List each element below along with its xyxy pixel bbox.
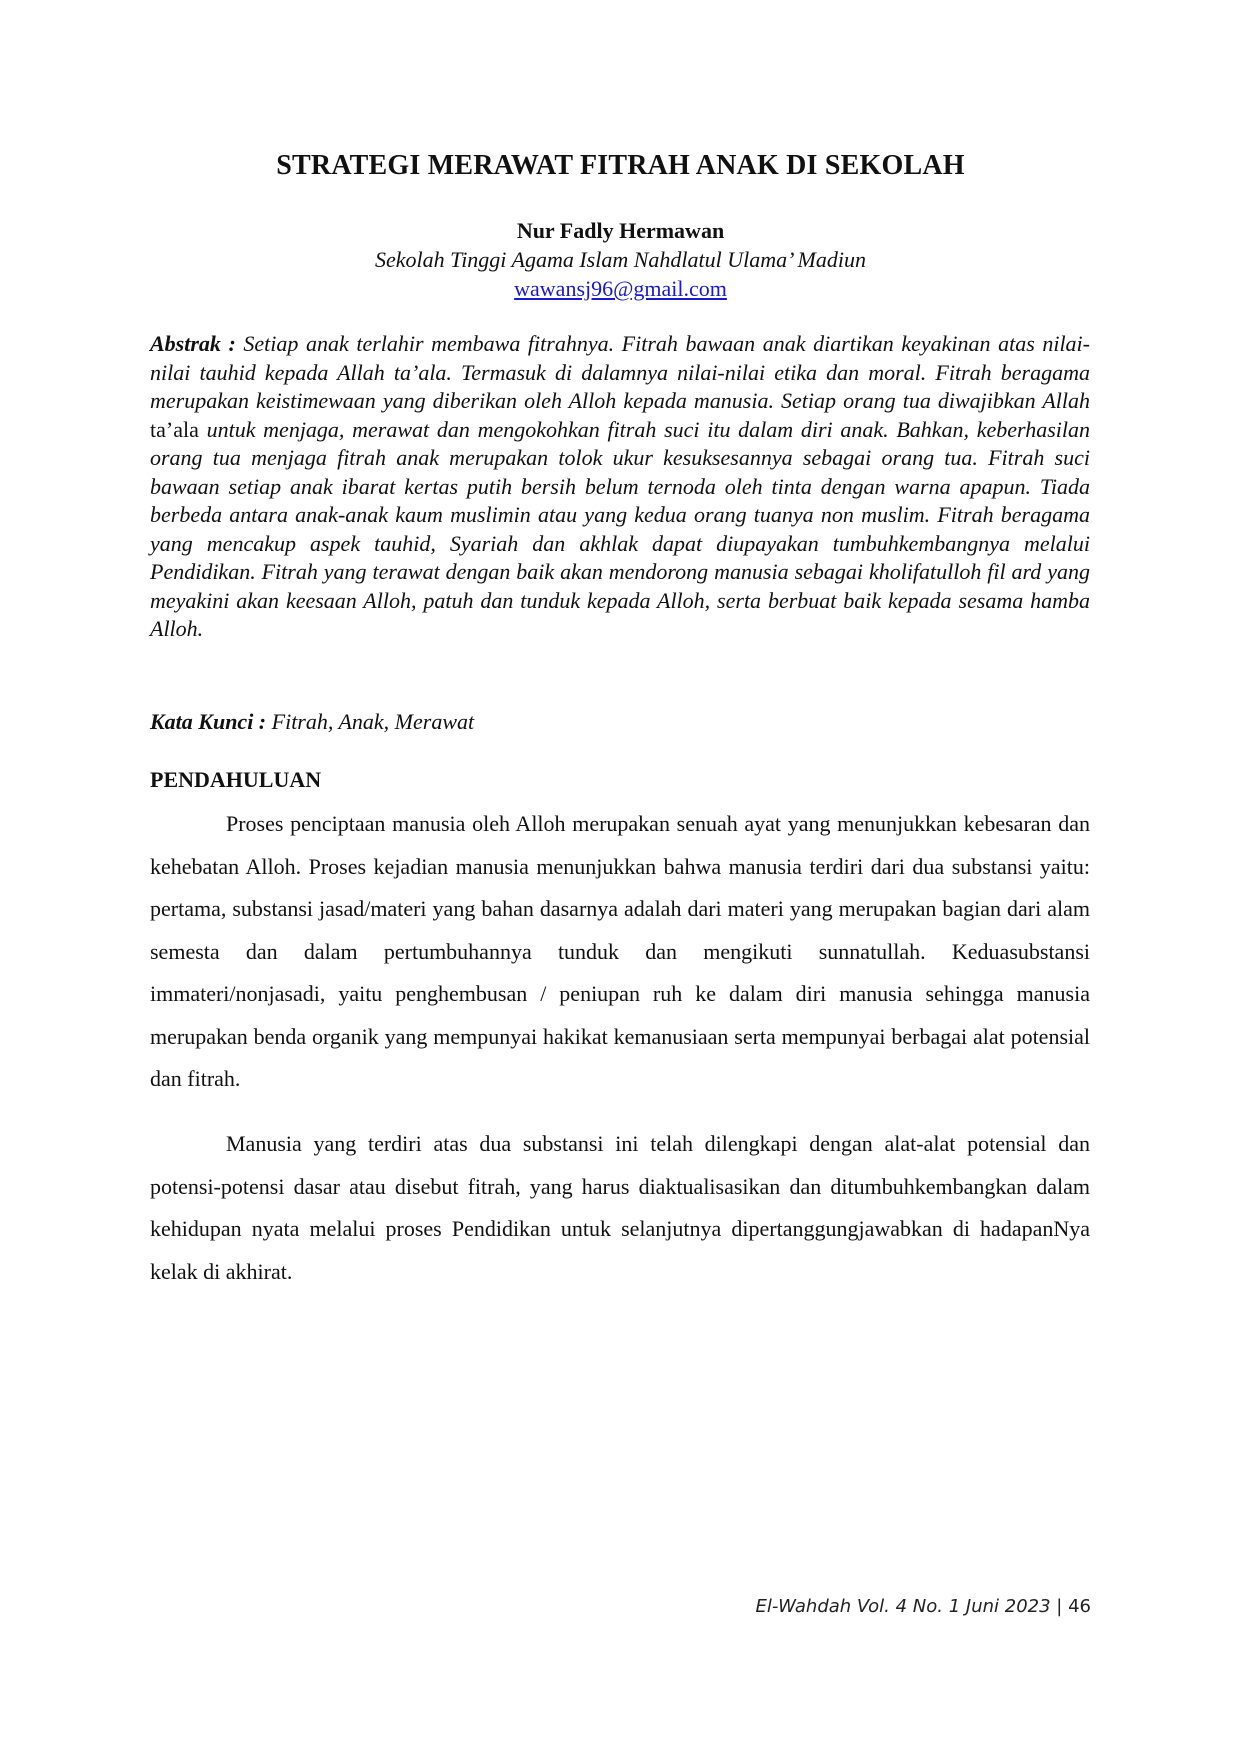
abstract-text-upright: ta’ala [150, 416, 199, 442]
email-link[interactable]: wawansj96@gmail.com [514, 276, 727, 301]
journal-citation: El-Wahdah Vol. 4 No. 1 Juni 2023 [755, 1596, 1051, 1617]
body-paragraph: Manusia yang terdiri atas dua substansi ini telah dilengkapi dengan alat-alat potensial dan potensi-potensi dasar atau disebut fitrah, yang harus diaktualisasikan dan ditumbuhkembangkan dalam kehidupan nyata melalui proses Pendidikan untuk selanjutnya dipertanggungjawabkan di hadapanNya kelak di akhirat. [150, 1131, 1090, 1284]
section-heading: PENDAHULUAN [150, 767, 322, 792]
keywords-label: Kata Kunci : [150, 709, 267, 734]
keywords-text: Fitrah, Anak, Merawat [271, 709, 475, 734]
paper-title: STRATEGI MERAWAT FITRAH ANAK DI SEKOLAH [276, 150, 965, 181]
author-email [0, 276, 1241, 302]
keywords [150, 709, 1090, 735]
body-paragraph: Proses penciptaan manusia oleh Alloh merupakan senuah ayat yang menunjukkan kebesaran dan kehebatan Alloh. Proses kejadian manusia menunjukkan bahwa manusia terdiri dari dua substansi yaitu: pertama, substansi jasad/materi yang bahan dasarnya adalah dari materi yang merupakan bagian dari alam semesta dan dalam pertumbuhannya tunduk dan mengikuti sunnatullah. Keduasubstansi immateri/nonjasadi, yaitu penghembusan / peniupan ruh ke dalam diri manusia sehingga manusia merupakan benda organik yang mempunyai hakikat kemanusiaan serta mempunyai berbagai alat potensial dan fitrah. [150, 811, 1090, 1091]
footer-separator: | [1056, 1596, 1063, 1617]
author-affiliation: Sekolah Tinggi Agama Islam Nahdlatul Ulama’ Madiun [375, 247, 866, 272]
abstract-label: Abstrak : [150, 331, 236, 356]
page-number: 46 [1068, 1596, 1091, 1617]
abstract-text-2: untuk menjaga, merawat dan mengokohkan fitrah suci itu dalam diri anak. Bahkan, keberhasilan orang tua menjaga fitrah anak merupakan tolok ukur kesuksesannya sebagai orang tua. Fitrah suci bawaan setiap anak ibarat kertas putih bersih belum ternoda oleh tinta dengan warna apapun. Tiada berbeda antara anak-anak kaum muslimin atau yang kedua orang tuanya non muslim. Fitrah beragama yang mencakup aspek tauhid, Syariah dan akhlak dapat diupayakan tumbuhkembangnya melalui Pendidikan. Fitrah yang terawat dengan baik akan mendorong manusia sebagai kholifatulloh fil ard yang meyakini akan keesaan Alloh, patuh dan tunduk kepada Alloh, serta berbuat baik kepada sesama hamba Alloh. [150, 416, 1090, 641]
page-footer [756, 1596, 1091, 1617]
abstract-text-1: Setiap anak terlahir membawa fitrahnya. Fitrah bawaan anak diartikan keyakinan atas nilai-nilai tauhid kepada Allah ta’ala. Termasuk di dalamnya nilai-nilai etika dan moral. Fitrah beragama merupakan keistimewaan yang diberikan oleh Alloh kepada manusia. Setiap orang tua diwajibkan Allah [150, 331, 1090, 413]
author-name: Nur Fadly Hermawan [516, 218, 725, 243]
abstract [150, 330, 1090, 644]
